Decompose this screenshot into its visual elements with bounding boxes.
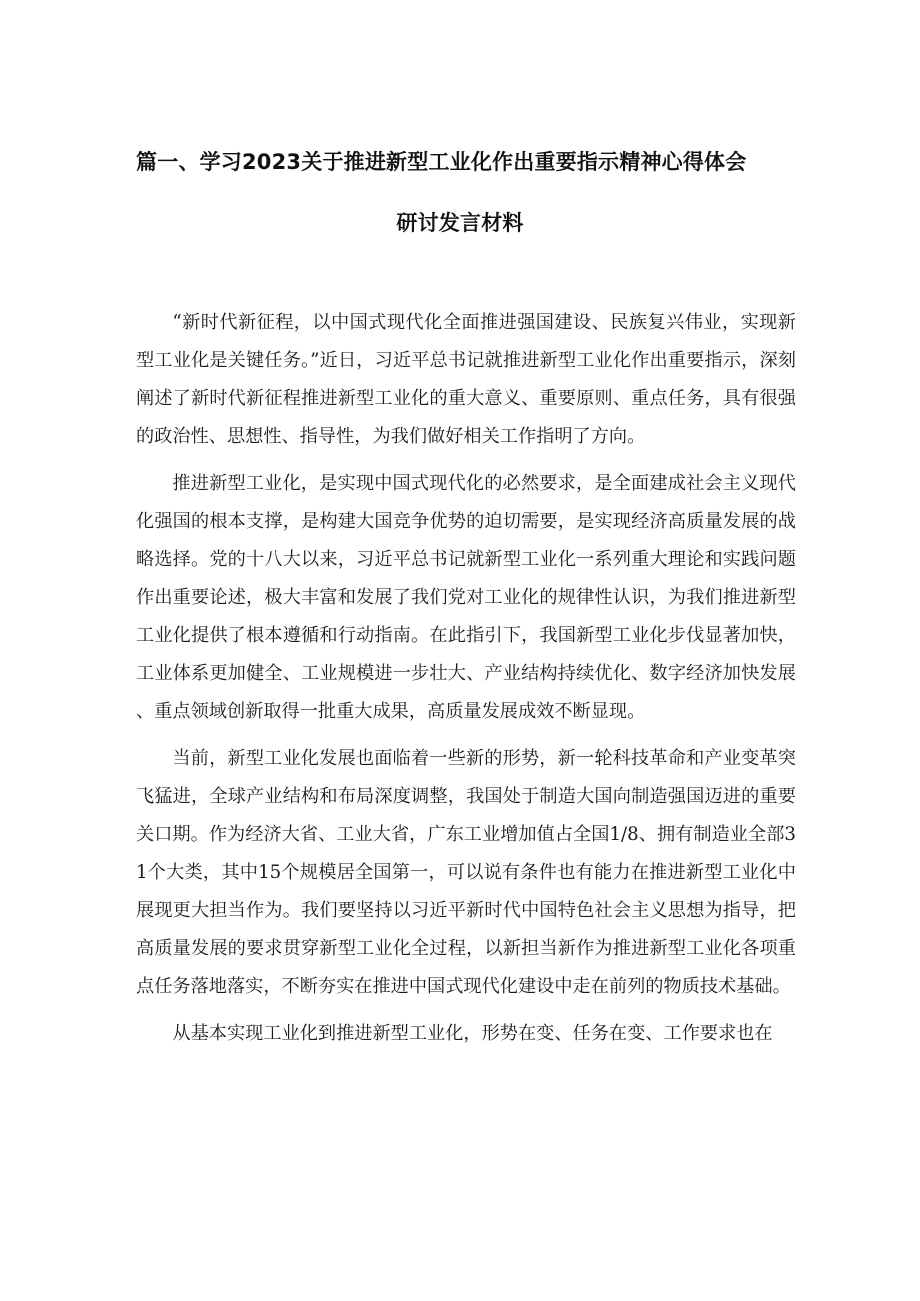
document-subtitle: 研讨发言材料 [396,211,524,235]
paragraph: 从基本实现工业化到推进新型工业化，形势在变、任务在变、工作要求也在 [172,1023,773,1044]
paragraph: “新时代新征程，以中国式现代化全面推进强国建设、民族复兴伟业，实现新型工业化是关键任务。”近日，习近平总书记就推进新型工业化作出重要指示，深刻阐述了新时代新征程推进新型工业化的重大意义、重要原则、重点任务，具有很强的政治性、思想性、指导性，为我们做好相关工作指明了方向。 [136,312,796,447]
document-body [136,304,796,1062]
paragraph: 推进新型工业化，是实现中国式现代化的必然要求，是全面建成社会主义现代化强国的根本支撑，是构建大国竞争优势的迫切需要，是实现经济高质量发展的战略选择。党的十八大以来，习近平总书记就新型工业化一系列重大理论和实践问题作出重要论述，极大丰富和发展了我们党对工业化的规律性认识，为我们推进新型工业化提供了根本遵循和行动指南。在此指引下，我国新型工业化步伐显著加快，工业体系更加健全、工业规模进一步壮大、产业结构持续优化、数字经济加快发展、重点领域创新取得一批重大成果，高质量发展成效不断显现。 [136,473,796,722]
document-title: 篇一、学习2023关于推进新型工业化作出重要指示精神心得体会 [136,150,747,174]
paragraph: 当前，新型工业化发展也面临着一些新的形势，新一轮科技革命和产业变革突飞猛进，全球产业结构和布局深度调整，我国处于制造大国向制造强国迈进的重要关口期。作为经济大省、工业大省，广东工业增加值占全国1/8、拥有制造业全部31个大类，其中15个规模居全国第一，可以说有条件也有能力在推进新型工业化中展现更大担当作为。我们要坚持以习近平新时代中国特色社会主义思想为指导，把高质量发展的要求贯穿新型工业化全过程，以新担当新作为推进新型工业化各项重点任务落地落实，不断夯实在推进中国式现代化建设中走在前列的物质技术基础。 [136,748,796,997]
